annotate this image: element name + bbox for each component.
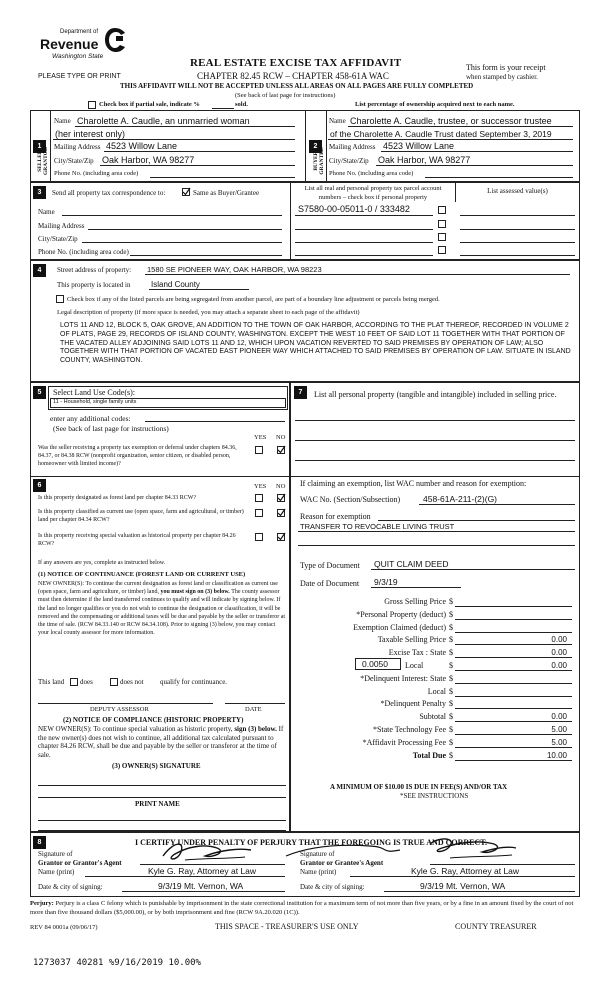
buyer-name-value-2[interactable]: of the Charolette A. Caudle Trust dated September 3, 2019 (330, 129, 552, 139)
receipt-note-2: when stamped by cashier. (466, 73, 538, 81)
check-icon (182, 187, 191, 196)
tax-row-value: 0.00 (551, 648, 567, 658)
notice2-bold: sign (3) below. (234, 725, 277, 733)
tax-row-value: 10.00 (546, 750, 567, 760)
buyer-phone-label: Phone No. (including area code) (329, 170, 414, 177)
tax-row-value: 5.00 (551, 725, 567, 734)
tax-row-label: Total Due (412, 750, 446, 760)
notice-compliance-body (38, 725, 286, 759)
owner-signature-label: (3) OWNER(S) SIGNATURE (112, 762, 201, 770)
grantor-sig-text: Signature of (38, 850, 73, 858)
tax-row-dollar: $ (449, 686, 453, 696)
buyer-name-value[interactable]: Charolette A. Caudle, trustee, or successor trustee (350, 116, 552, 126)
sold-label: sold. (235, 101, 248, 108)
s6-yes-header: YES (254, 483, 267, 490)
segregated-label: Check box if any of the listed parcels are being segregated from another parcel, are part of a boundary line adjustment or parcels being merged. (67, 296, 440, 303)
deputy-assessor-signature[interactable] (38, 703, 213, 704)
doc-date-label: Date of Document (300, 579, 360, 588)
grantee-date-value[interactable]: 9/3/19 Mt. Vernon, WA (420, 881, 506, 891)
s3-mailing-field[interactable] (88, 229, 282, 230)
tax-row-label: *Personal Property (deduct) (356, 609, 446, 619)
reason-line-2[interactable] (298, 545, 575, 546)
tax-row-dollar: $ (449, 661, 453, 670)
section-number-3: 3 (33, 186, 46, 199)
parcel-personal-checkbox-2[interactable] (438, 220, 446, 228)
see-back-instructions: (See back of last page for instructions) (235, 92, 336, 99)
parcel-header: List all real and personal property tax parcel account numbers – check box if personal property (304, 185, 442, 201)
perjury-notice (30, 900, 580, 917)
tax-row-label: *Delinquent Penalty (380, 699, 446, 709)
tax-row-dollar: $ (449, 609, 453, 619)
see-instructions-note: *SEE INSTRUCTIONS (400, 792, 469, 800)
seller-name-value[interactable]: Charolette A. Caudle, an unmarried woman (77, 116, 250, 126)
s5-yes-header: YES (254, 434, 267, 441)
tax-row-field[interactable] (455, 683, 572, 684)
notice1-text-a: NEW OWNER(S): To continue the current designation as forest land or classification as current use (open space, farm and agriculture, or timber) land, (38, 581, 278, 596)
send-correspondence-label: Send all property tax correspondence to: (52, 189, 166, 197)
seller-mailing-value[interactable]: 4523 Willow Lane (106, 141, 178, 151)
legal-description-label: Legal description of property (if more space is needed, you may attach a separate sheet to each page of the affidavit) (57, 309, 360, 316)
logo-name: Revenue (40, 36, 99, 52)
tax-row-field[interactable] (455, 696, 572, 697)
current-use-question: Is this property classified as current use (open space, farm and agricultural, or timber) land per chapter 84.34 RCW? (38, 509, 244, 523)
does-not-label: does not (120, 678, 144, 686)
qualify-label: qualify for continuance. (160, 678, 228, 686)
located-in-value[interactable]: Island County (151, 280, 200, 289)
right-lower-box (290, 382, 580, 832)
section-number-8: 8 (33, 836, 46, 849)
tax-row-dollar: $ (449, 673, 453, 683)
seller-name-value-2[interactable]: (her interest only) (55, 129, 126, 139)
tax-row-value: 0.00 (551, 661, 567, 670)
check-icon (277, 445, 286, 454)
assessed-value-1[interactable] (460, 215, 575, 216)
tax-row-label: *Affidavit Processing Fee (362, 737, 446, 747)
does-not-checkbox[interactable] (110, 678, 118, 686)
reason-value[interactable]: TRANSFER TO REVOCABLE LIVING TRUST (300, 522, 455, 531)
owner-signature-line-2[interactable] (38, 797, 286, 798)
grantee-signature-scribble (280, 834, 520, 866)
land-use-label: Select Land Use Code(s): (53, 388, 135, 397)
tax-row-value: 0.00 (551, 712, 567, 722)
tax-row-field[interactable] (455, 606, 572, 607)
partial-sale-label: Check box if partial sale, indicate % (99, 101, 200, 108)
grantor-sig-text-2: Grantor or Grantor's Agent (38, 858, 122, 867)
exemption-header: If claiming an exemption, list WAC number and reason for exemption: (300, 479, 527, 488)
section-number-4: 4 (33, 264, 46, 277)
grantor-sig-label (38, 850, 122, 867)
seller-side-label: SELLER GRANTOR (37, 147, 49, 176)
current-use-yes-checkbox[interactable] (255, 509, 263, 517)
tax-row-label: *Delinquent Interest: State (360, 673, 446, 683)
assessed-value-3[interactable] (460, 242, 575, 243)
minimum-due-note: A MINIMUM OF $10.00 IS DUE IN FEE(S) AND/OR TAX (330, 783, 508, 791)
logo-state: Washington State (52, 53, 104, 60)
s3-city-field[interactable] (82, 242, 282, 243)
tax-row-dollar: $ (449, 737, 453, 747)
form-warning: THIS AFFIDAVIT WILL NOT BE ACCEPTED UNLESS ALL AREAS ON ALL PAGES ARE FULLY COMPLETED (120, 82, 474, 90)
legal-description-value[interactable]: LOTS 11 AND 12, BLOCK 5, OAK GROVE, AN ADDITION TO THE TOWN OF OAK HARBOR, ACCORDING TO THE PLAT THEREOF, RECORDED IN VOLUME 2 OF PLATS, PAGE 29, RECORDS OF ISLAND COUNTY, WASHINGTON. EXCEPT THE WEST 10 FEET OF SAID LOT 11 TOGETHER WITH THAT PORTION OF THE VACATED ALLEY ADJOINING SAID LOTS 11 AND 12, WHICH UPON VACATION REVERTED TO SAID PREMISES BY OPERATION OF LAW; ALSO TOGETHER WITH THAT PORTION OF VACATED EAST PIONEER WAY WHICH ATTACHED TO SAID PREMISES BY OPERATION OF LAW. SITUATE IN ISLAND COUNTY, WASHINGTON. (60, 322, 571, 365)
seller-name-label: Name (54, 117, 71, 125)
historic-yes-checkbox[interactable] (255, 533, 263, 541)
tax-row-dollar: $ (449, 597, 453, 606)
buyer-side-label: BUYER GRANTEE (313, 147, 325, 175)
assessed-header: List assessed value(s) (487, 187, 548, 195)
parcel-value[interactable]: S7580-00-05011-0 / 333482 (298, 204, 410, 214)
additional-codes-label: enter any additional codes: (50, 414, 131, 423)
treasurer-space: THIS SPACE - TREASURER'S USE ONLY (215, 922, 359, 931)
seller-city-value[interactable]: Oak Harbor, WA 98277 (102, 155, 195, 165)
tax-row-dollar: $ (449, 648, 453, 658)
land-use-value: 11 - Household, single family units (53, 399, 137, 405)
s5-see-back: (See back of last page for instructions) (53, 424, 169, 433)
grantee-name-value[interactable]: Kyle G. Ray, Attorney at Law (411, 866, 520, 876)
s5-no-header: NO (276, 434, 286, 441)
buyer-city-label: City/State/Zip (329, 157, 369, 165)
partial-sale-checkbox[interactable] (88, 101, 96, 109)
grantee-sig-text-2: Grantor or Grantee's Agent (300, 858, 384, 867)
receipt-note: This form is your receipt (466, 63, 546, 72)
s3-phone-field[interactable] (130, 255, 282, 256)
tax-row-dollar: $ (449, 725, 453, 734)
grantee-sig-text: Signature of (300, 850, 335, 858)
s6-no-header: NO (276, 483, 286, 490)
list-percentage-note: List percentage of ownership acquired next to each name. (355, 101, 515, 108)
check-icon (277, 493, 286, 502)
buyer-mailing-value[interactable]: 4523 Willow Lane (383, 141, 455, 151)
tax-row-dollar: $ (449, 699, 453, 709)
tax-row-field[interactable] (455, 734, 572, 735)
partial-sale-percent-line[interactable] (212, 108, 234, 109)
local-rate-value: 0.0050 (362, 659, 388, 669)
tax-row-field[interactable] (455, 760, 572, 761)
buyer-mailing-label: Mailing Address (329, 143, 376, 151)
seller-phone-field[interactable] (150, 177, 295, 178)
section-number-2: 2 (309, 140, 322, 153)
seller-city-label: City/State/Zip (54, 157, 94, 165)
buyer-name-label: Name (329, 117, 346, 125)
s3-name-field[interactable] (62, 215, 282, 216)
deputy-assessor-label: DEPUTY ASSESSOR (90, 706, 149, 713)
s3-name-label: Name (38, 208, 55, 216)
perjury-bold: Perjury: (30, 900, 54, 907)
personal-property-label: List all personal property (tangible and intangible) included in selling price. (314, 390, 557, 399)
s3-mailing-label: Mailing Address (38, 222, 85, 230)
check-icon (277, 532, 286, 541)
print-name-label: PRINT NAME (135, 800, 180, 808)
same-as-buyer-label: Same as Buyer/Grantee (193, 189, 260, 197)
s3-phone-label: Phone No. (including area code) (38, 248, 129, 256)
tax-row-field[interactable] (455, 747, 572, 748)
personal-property-line-3[interactable] (295, 460, 575, 461)
parcel-personal-checkbox-4[interactable] (438, 246, 446, 254)
parcel-field-2[interactable] (295, 229, 433, 230)
recording-stamp: 1273037 40281 %9/16/2019 10.00% (33, 958, 201, 968)
section-number-1: 1 (33, 140, 46, 153)
tax-row-field[interactable] (455, 644, 572, 645)
rev-number: REV 84 0001a (09/06/17) (30, 924, 98, 931)
deputy-assessor-date[interactable] (225, 703, 285, 704)
tax-row-dollar: $ (449, 750, 453, 760)
wac-value[interactable]: 458-61A-211-(2)(G) (423, 494, 498, 504)
form-title: REAL ESTATE EXCISE TAX AFFIDAVIT (190, 57, 402, 69)
section-number-6: 6 (33, 479, 46, 492)
form-chapter: CHAPTER 82.45 RCW – CHAPTER 458-61A WAC (197, 71, 389, 81)
logo-dept: Department of (60, 29, 99, 35)
print-name-line-1[interactable] (38, 820, 286, 821)
notice-compliance-title: (2) NOTICE OF COMPLIANCE (HISTORIC PROPERTY) (63, 716, 244, 724)
tax-row-dollar: $ (449, 712, 453, 722)
assessed-value-4[interactable] (460, 255, 575, 256)
s3-city-label: City/State/Zip (38, 235, 78, 243)
parcel-field-4[interactable] (295, 255, 433, 256)
tax-row-label: *State Technology Fee (372, 725, 446, 734)
grantor-name-label: Name (print) (38, 868, 75, 876)
notice-continuance-body (38, 580, 286, 637)
tax-row-field[interactable] (455, 670, 572, 671)
notice2-text-b: If the new owner(s) does not wish to continue, all additional tax calculated pursuant to chapter 84.26 RCW, shall be due and payable by the seller or transferor at the time of sale. (38, 725, 284, 759)
additional-codes-field[interactable] (145, 421, 285, 422)
tax-row-dollar: $ (449, 622, 453, 632)
tax-row-label: Taxable Selling Price (377, 635, 446, 645)
notice1-text-b: The county assessor must then determine if the land transferred continues to qualify and will indicate by signing below. If the land no longer qualifies or you do not wish to continue the designation or classification, it will be removed and the compensating or additional taxes will be due and payable by the seller or transferor at the time of sale. (RCW 84.33.140 or RCW 84.34.108). Prior to signing (3) below, you may contact your local county assessor for more information. (38, 589, 286, 637)
street-address-label: Street address of property: (57, 266, 132, 274)
tax-row-dollar: $ (449, 635, 453, 645)
does-label: does (80, 678, 93, 686)
grantee-name-label: Name (print) (300, 868, 337, 876)
tax-row-label: Excise Tax : State (388, 648, 446, 658)
doc-date-value[interactable]: 9/3/19 (374, 577, 398, 587)
forest-land-question: Is this property designated as forest land per chapter 84.33 RCW? (38, 495, 197, 501)
grantor-name-value[interactable]: Kyle G. Ray, Attorney at Law (148, 866, 257, 876)
tax-row-label: Gross Selling Price (384, 597, 446, 606)
exemption-question: Was the seller receiving a property tax exemption or deferral under chapters 84.36, 84.37, or 84.38 RCW (nonprofit organization, senior citizen, or disabled person, homeowner with limited income)? (38, 445, 237, 467)
notice1-bold: you must sign on (3) below. (160, 589, 230, 596)
parcel-field-3[interactable] (295, 242, 433, 243)
tax-row-label: Exemption Claimed (deduct) (353, 622, 446, 632)
section-number-7: 7 (294, 386, 307, 399)
this-land-label: This land (38, 678, 65, 686)
street-address-value[interactable]: 1580 SE PIONEER WAY, OAK HARBOR, WA 98223 (147, 265, 322, 274)
tax-row-field[interactable] (455, 632, 572, 633)
segregated-checkbox[interactable] (56, 295, 64, 303)
tax-row-value: 5.00 (551, 737, 567, 747)
tax-row-field[interactable] (455, 721, 572, 722)
tax-row-label: Local (405, 661, 424, 670)
tax-row-field[interactable] (455, 619, 572, 620)
logo-swirl-icon (104, 27, 126, 53)
buyer-city-value[interactable]: Oak Harbor, WA 98277 (378, 155, 471, 165)
grantor-date-label: Date & city of signing: (38, 883, 103, 891)
if-yes-note: If any answers are yes, complete as instructed below. (38, 560, 166, 566)
personal-property-line-2[interactable] (295, 440, 575, 441)
seller-mailing-label: Mailing Address (54, 143, 101, 151)
seller-phone-label: Phone No. (including area code) (54, 170, 139, 177)
grantee-date-label: Date & city of signing: (300, 883, 365, 891)
owner-signature-line-1[interactable] (38, 785, 286, 786)
forest-yes-checkbox[interactable] (255, 494, 263, 502)
wac-label: WAC No. (Section/Subsection) (300, 495, 401, 504)
tax-row-label: Local (427, 686, 446, 696)
notice-continuance-title: (1) NOTICE OF CONTINUANCE (FOREST LAND OR CURRENT USE) (38, 571, 246, 578)
perjury-text: Perjury is a class C felony which is punishable by imprisonment in the state correctional institution for a maximum term of not more than five years, or by a fine in an amount fixed by the court of not more than five thousand dollars ($5,000.00), or by both imprisonment and fine (RCW 9A.20.020 (1C)). (30, 900, 574, 916)
parcel-personal-checkbox-3[interactable] (438, 233, 446, 241)
date-label: DATE (245, 706, 262, 713)
tax-row-value: 0.00 (551, 635, 567, 645)
doc-type-label: Type of Document (300, 561, 360, 570)
parcel-personal-checkbox-1[interactable] (438, 206, 446, 214)
notice2-text-a: NEW OWNER(S): To continue special valuation as historic property, (38, 725, 233, 733)
exemption-yes-checkbox[interactable] (255, 446, 263, 454)
tax-row-field[interactable] (455, 708, 572, 709)
county-treasurer: COUNTY TREASURER (455, 922, 537, 931)
buyer-phone-field[interactable] (425, 177, 573, 178)
located-in-label: This property is located in (57, 281, 131, 289)
grantor-date-value[interactable]: 9/3/19 Mt. Vernon, WA (158, 881, 244, 891)
personal-property-line-1[interactable] (295, 420, 575, 421)
tax-row-field[interactable] (455, 657, 572, 658)
doc-type-value[interactable]: QUIT CLAIM DEED (374, 559, 449, 569)
does-checkbox[interactable] (70, 678, 78, 686)
print-name-line-2[interactable] (38, 830, 286, 831)
tax-row-label: Subtotal (419, 712, 446, 722)
historic-question: Is this property receiving special valuation as historical property per chapter 84.26 RCW? (38, 533, 236, 547)
revenue-logo (30, 27, 140, 67)
reason-label: Reason for exemption (300, 512, 371, 521)
certify-statement: I CERTIFY UNDER PENALTY OF PERJURY THAT THE FOREGOING IS TRUE AND CORRECT. (135, 838, 488, 847)
grantor-signature-scribble (155, 838, 255, 866)
type-or-print: PLEASE TYPE OR PRINT (38, 73, 121, 80)
check-icon (277, 508, 286, 517)
section-number-5: 5 (33, 386, 46, 399)
assessed-value-2[interactable] (460, 229, 575, 230)
